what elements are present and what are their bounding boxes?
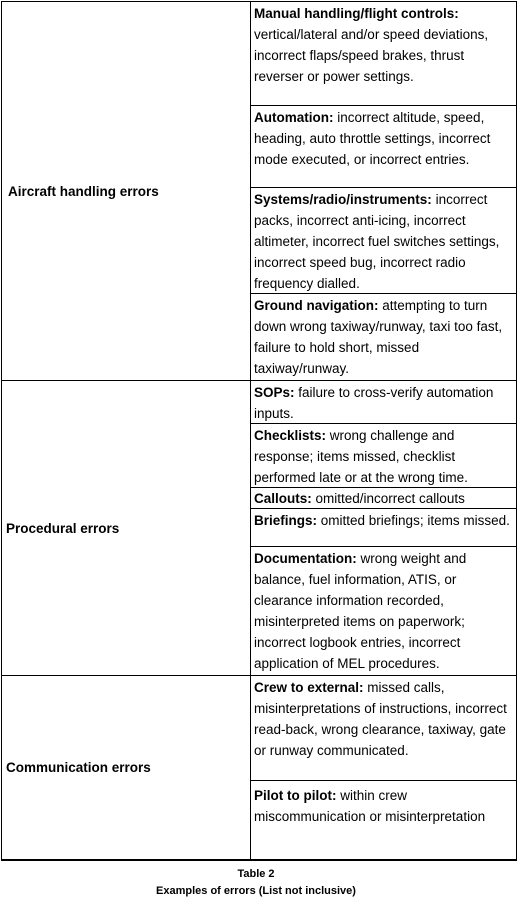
items-column: [251, 676, 516, 859]
item-text: incorrect packs, incorrect anti-icing, incorrect altimeter, incorrect fuel switches settings, incorrect speed bug, incorrect radio frequency dialled.: [254, 192, 500, 291]
item-label: Manual handling/flight controls:: [254, 6, 459, 21]
table-row: [251, 2, 516, 105]
item-text: failure to cross-verify automation inputs.: [254, 385, 494, 421]
table-group-aircraft-handling: [2, 1, 516, 380]
table-row: [251, 105, 516, 187]
item-label: Callouts:: [254, 491, 312, 506]
table-caption-number: Table 2: [237, 868, 275, 880]
item-text: missed calls, misinterpretations of instructions, incorrect read-back, wrong clearance, taxiway, gate or runway communicated.: [254, 680, 507, 758]
item-text: within crew miscommunication or misinterpretation: [254, 788, 486, 824]
item-label: Systems/radio/instruments:: [254, 192, 432, 207]
item-label: Ground navigation:: [254, 298, 379, 313]
items-column: [251, 2, 516, 380]
table-group-communication: [2, 675, 516, 859]
item-text: omitted/incorrect callouts: [311, 491, 465, 506]
item-text: wrong weight and balance, fuel information, ATIS, or clearance information recorded, misinterpreted items on paperwork; incorrect logbook entries, incorrect application of MEL procedures.: [254, 551, 467, 671]
category-cell: Communication errors: [2, 676, 251, 859]
item-label: Automation:: [254, 110, 334, 126]
table-row: [251, 676, 516, 780]
table-row: [251, 381, 516, 423]
errors-table: [1, 1, 517, 861]
table-row: [251, 487, 516, 508]
table-group-procedural: [2, 380, 516, 675]
item-text: vertical/lateral and/or speed deviations, incorrect flaps/speed brakes, thrust reverser or power settings.: [254, 27, 489, 84]
table-row: [251, 546, 516, 675]
item-text: wrong challenge and response; items missed, checklist performed late or at the wrong time.: [254, 428, 468, 485]
item-label: Documentation:: [254, 551, 357, 566]
table-row: [251, 508, 516, 546]
category-cell: Aircraft handling errors: [2, 2, 251, 380]
item-label: Crew to external:: [254, 680, 364, 695]
item-text: attempting to turn down wrong taxiway/runway, taxi too fast, failure to hold short, missed taxiway/runway.: [254, 298, 503, 376]
items-column: [251, 381, 516, 675]
item-text: omitted briefings; items missed.: [317, 513, 510, 528]
item-label: SOPs:: [254, 385, 295, 400]
item-label: Checklists:: [254, 428, 327, 443]
table-row: [251, 293, 516, 380]
item-label: Briefings:: [254, 513, 318, 528]
category-cell: Procedural errors: [2, 381, 251, 675]
item-text: incorrect altitude, speed, heading, auto throttle settings, incorrect mode executed, or incorrect entries.: [254, 110, 491, 168]
table-row: [251, 187, 516, 293]
table-row: [251, 423, 516, 487]
table-row: [251, 780, 516, 859]
item-label: Pilot to pilot:: [254, 788, 337, 803]
table-caption-title: Examples of errors (List not inclusive): [156, 885, 356, 897]
